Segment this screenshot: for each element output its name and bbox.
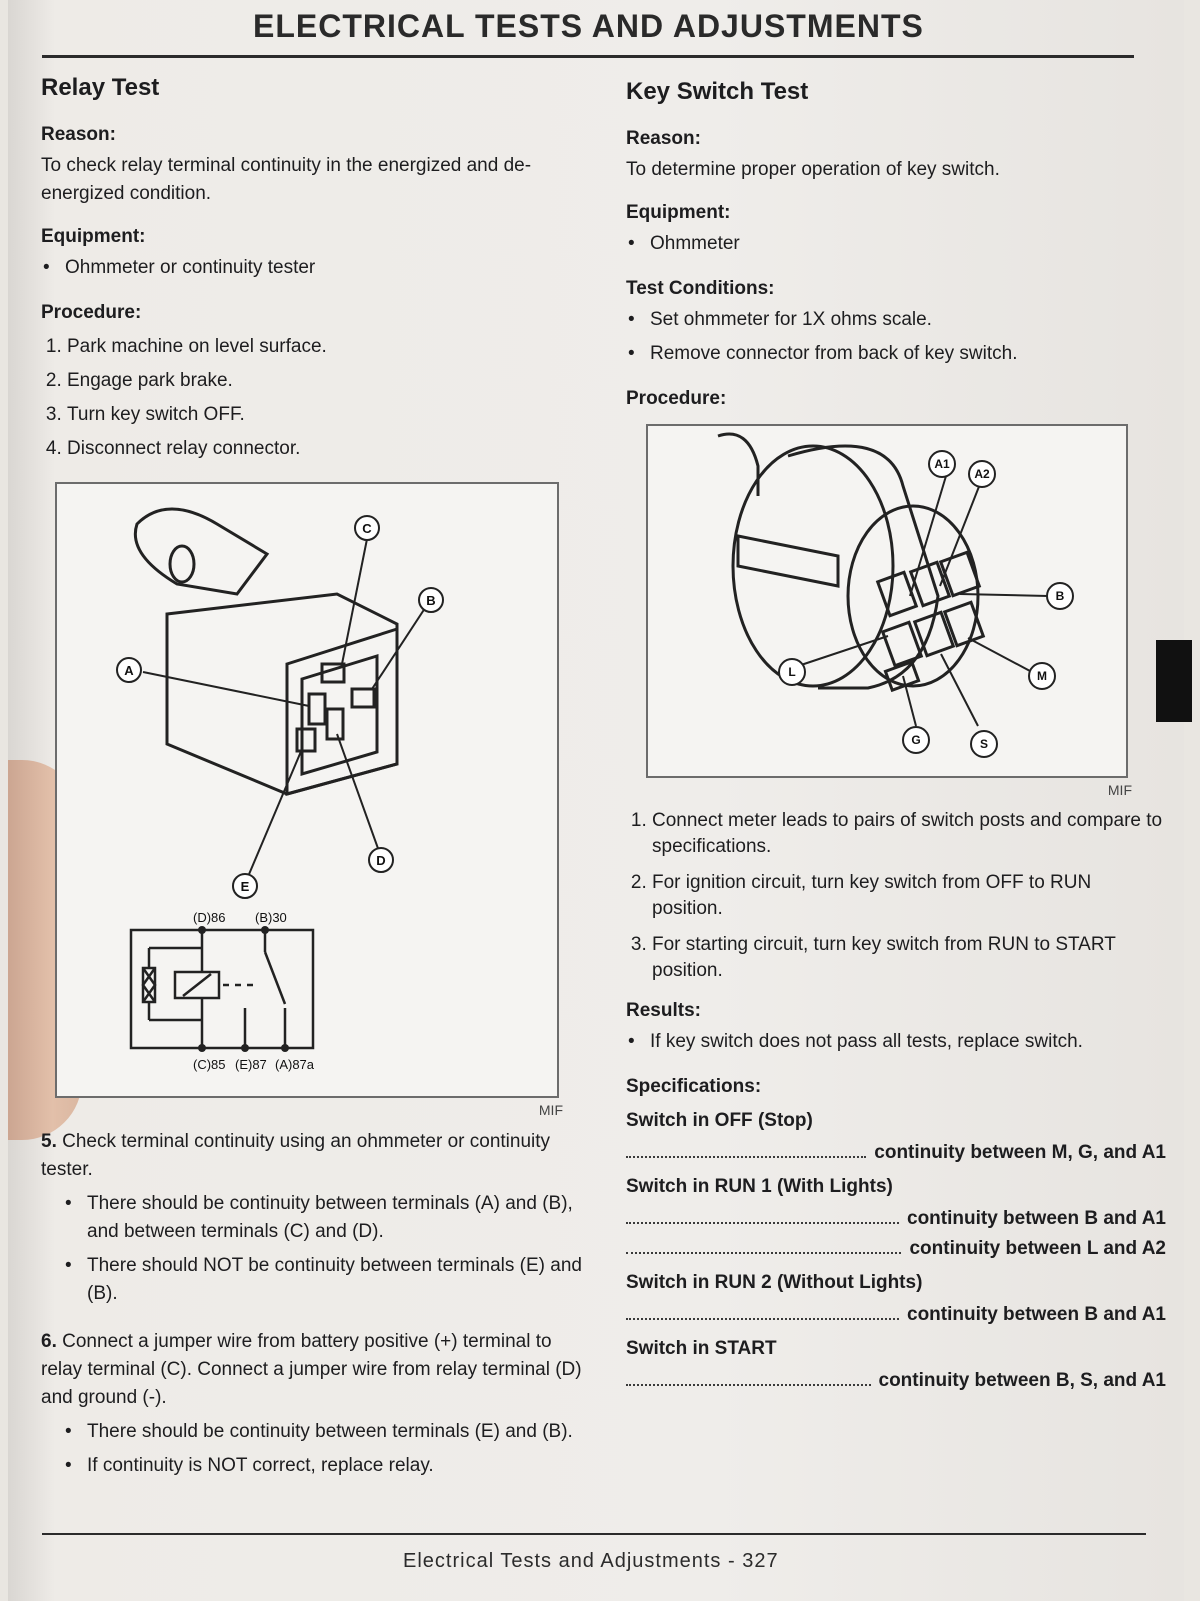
relay-step-6 bbox=[41, 1328, 586, 1480]
spec-heading: Switch in RUN 2 (Without Lights) bbox=[626, 1272, 923, 1293]
page-header: ELECTRICAL TESTS AND ADJUSTMENTS bbox=[253, 8, 924, 44]
procedure-step: 3. Turn key switch OFF. bbox=[67, 398, 586, 432]
leader-m bbox=[968, 638, 1030, 671]
terminal-e bbox=[297, 729, 315, 751]
relay-step-5 bbox=[41, 1128, 586, 1308]
key-switch-figure bbox=[646, 424, 1132, 798]
callout-b: B bbox=[1055, 589, 1065, 603]
step-5-bullet: • There should be continuity between terminals (A) and (B), and between terminals (C) and (D). bbox=[63, 1190, 586, 1246]
results-label: Results: bbox=[626, 1000, 701, 1021]
relay-reason-label: Reason: bbox=[41, 124, 116, 145]
callout-d: D bbox=[376, 853, 386, 868]
switch-front-ring bbox=[733, 446, 893, 686]
key-condition-item: • Set ohmmeter for 1X ohms scale. bbox=[626, 306, 1166, 334]
manual-page bbox=[8, 0, 1184, 1601]
terminal-a bbox=[309, 694, 325, 724]
procedure-step: 2. Engage park brake. bbox=[67, 364, 586, 398]
key-condition-item: • Remove connector from back of key switch. bbox=[626, 340, 1166, 368]
key-switch-test-title: Key Switch Test bbox=[626, 78, 809, 105]
callout-l: L bbox=[788, 665, 796, 679]
leader-c bbox=[342, 539, 367, 664]
callout-m: M bbox=[1037, 669, 1047, 683]
leader-l bbox=[798, 636, 888, 666]
key-procedure-step: 3. For starting circuit, turn key switch from RUN to START position. bbox=[652, 932, 1166, 984]
procedure-step: 1. Park machine on level surface. bbox=[67, 330, 586, 364]
relay-reason-text: To check relay terminal continuity in the energized and de-energized condition. bbox=[41, 155, 532, 204]
callout-c: C bbox=[362, 521, 372, 536]
spec-start bbox=[626, 1338, 1166, 1392]
relay-mount-hole bbox=[170, 546, 194, 582]
switch-retaining-clip bbox=[738, 536, 838, 586]
callout-e: E bbox=[240, 879, 250, 894]
spec-heading: Switch in OFF (Stop) bbox=[626, 1110, 813, 1131]
spec-value: continuity between B, S, and A1 bbox=[878, 1370, 1166, 1391]
key-equipment-label: Equipment: bbox=[626, 202, 731, 223]
callout-g: G bbox=[911, 733, 921, 747]
spec-off bbox=[626, 1110, 1166, 1164]
callout-s: S bbox=[979, 737, 989, 751]
spec-heading: Switch in START bbox=[626, 1338, 777, 1359]
schematic-label-a87a: (A)87a bbox=[275, 1057, 315, 1072]
schematic-label-e87: (E)87 bbox=[235, 1057, 267, 1072]
key-reason-label: Reason: bbox=[626, 128, 701, 149]
relay-equipment-list bbox=[41, 254, 586, 282]
step-6-bullets bbox=[63, 1418, 586, 1480]
key-conditions-list bbox=[626, 306, 1166, 368]
relay-figure-code: MIF bbox=[538, 1102, 563, 1118]
callout-a1: A1 bbox=[934, 457, 950, 471]
footer-rule bbox=[42, 1533, 1146, 1535]
specifications-label: Specifications: bbox=[626, 1076, 762, 1097]
relay-procedure-steps bbox=[41, 330, 586, 466]
relay-schematic bbox=[131, 930, 313, 1048]
schematic-label-b30: (B)30 bbox=[255, 910, 287, 925]
relay-equipment-label: Equipment: bbox=[41, 226, 146, 247]
leader-e bbox=[247, 749, 302, 879]
key-switch-test-column bbox=[626, 72, 1166, 1400]
relay-test-title: Relay Test bbox=[41, 74, 160, 101]
leader-s bbox=[941, 654, 978, 726]
key-reason-text: To determine proper operation of key switch. bbox=[626, 159, 1000, 180]
callout-a: A bbox=[124, 663, 134, 678]
spec-value: continuity between L and A2 bbox=[909, 1238, 1166, 1259]
schematic-label-d86: (D)86 bbox=[193, 910, 226, 925]
results-item: • If key switch does not pass all tests, replace switch. bbox=[626, 1028, 1166, 1056]
step-5-bullet: • There should NOT be continuity between terminals (E) and (B). bbox=[63, 1252, 586, 1308]
relay-procedure-label: Procedure: bbox=[41, 302, 142, 323]
spec-value: continuity between B and A1 bbox=[907, 1208, 1166, 1229]
step-6-bullet: • There should be continuity between terminals (E) and (B). bbox=[63, 1418, 586, 1446]
results-list bbox=[626, 1028, 1166, 1056]
step-6-text: Connect a jumper wire from battery positive (+) terminal to relay terminal (C). Connect a jumper wire from relay terminal (D) and ground (-). bbox=[41, 1331, 582, 1408]
page-footer: Electrical Tests and Adjustments - 327 bbox=[403, 1550, 779, 1572]
header-rule bbox=[42, 55, 1134, 58]
schematic-label-c85: (C)85 bbox=[193, 1057, 226, 1072]
relay-mounting-tab bbox=[135, 509, 267, 594]
spec-value: continuity between B and A1 bbox=[907, 1304, 1166, 1325]
key-equipment-list bbox=[626, 230, 1166, 258]
key-switch-illustration bbox=[648, 426, 1126, 776]
relay-equipment-item: • Ohmmeter or continuity tester bbox=[41, 254, 586, 282]
step-5-text: Check terminal continuity using an ohmmeter or continuity tester. bbox=[41, 1131, 551, 1180]
step-6-bullet: • If continuity is NOT correct, replace relay. bbox=[63, 1452, 586, 1480]
step-5-number: 5. bbox=[41, 1131, 57, 1152]
key-procedure-steps bbox=[626, 808, 1166, 984]
key-equipment-item: • Ohmmeter bbox=[626, 230, 1166, 258]
callout-b: B bbox=[426, 593, 436, 608]
leader-b bbox=[960, 594, 1048, 596]
spec-run2 bbox=[626, 1272, 1166, 1326]
spec-run1 bbox=[626, 1176, 1166, 1260]
key-procedure-step: 1. Connect meter leads to pairs of switch posts and compare to specifications. bbox=[652, 808, 1166, 860]
spec-heading: Switch in RUN 1 (With Lights) bbox=[626, 1176, 893, 1197]
relay-illustration bbox=[57, 484, 557, 1096]
key-figure-code: MIF bbox=[1107, 782, 1132, 798]
callout-a2: A2 bbox=[974, 467, 990, 481]
relay-terminal-socket bbox=[302, 656, 377, 774]
procedure-step: 4. Disconnect relay connector. bbox=[67, 432, 586, 466]
relay-figure bbox=[55, 482, 563, 1118]
terminal-b bbox=[352, 689, 374, 707]
relay-body bbox=[167, 594, 397, 794]
key-conditions-label: Test Conditions: bbox=[626, 278, 775, 299]
terminal-d bbox=[327, 709, 343, 739]
leader-a1 bbox=[910, 476, 946, 596]
key-procedure-step: 2. For ignition circuit, turn key switch from OFF to RUN position. bbox=[652, 870, 1166, 922]
spec-value: continuity between M, G, and A1 bbox=[874, 1142, 1166, 1163]
step-5-bullets bbox=[63, 1190, 586, 1308]
step-6-number: 6. bbox=[41, 1331, 57, 1352]
key-procedure-label: Procedure: bbox=[626, 388, 727, 409]
relay-test-column bbox=[41, 68, 586, 1500]
